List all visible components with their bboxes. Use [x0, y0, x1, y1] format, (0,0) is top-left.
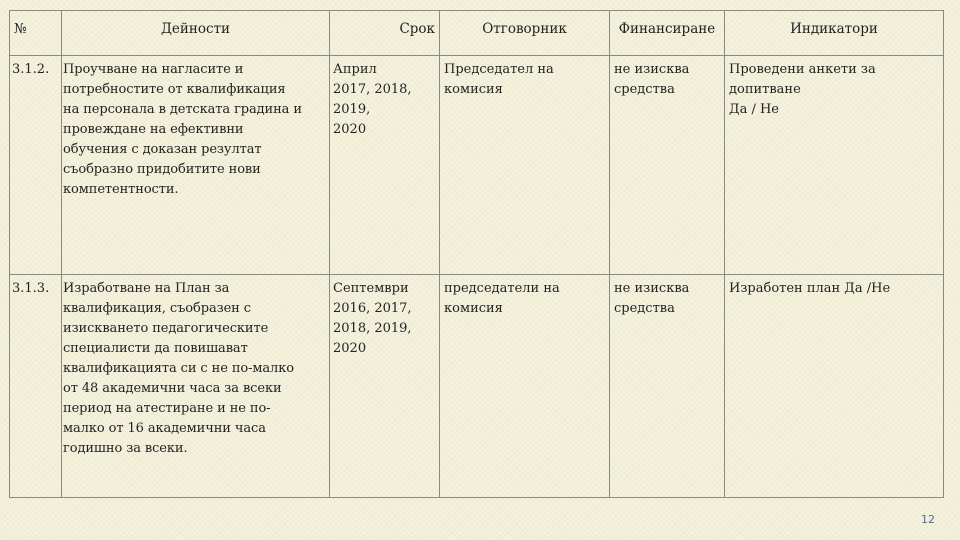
row-indicators: Проведени анкети за допитване Да / Не: [725, 56, 944, 275]
table-header-row: [10, 11, 944, 56]
table-row: [10, 275, 944, 498]
row-responsible: председатели на комисия: [440, 275, 610, 498]
header-deadline: Срок: [330, 11, 440, 56]
plan-table: [9, 10, 944, 498]
header-financing: Финансиране: [610, 11, 725, 56]
page-number: 12: [921, 513, 935, 526]
header-indicators: Индикатори: [725, 11, 944, 56]
row-number: 3.1.2.: [10, 56, 62, 275]
row-responsible: Председател на комисия: [440, 56, 610, 275]
row-deadline: Септември 2016, 2017, 2018, 2019, 2020: [330, 275, 440, 498]
row-indicators: Изработен план Да /Не: [725, 275, 944, 498]
row-activity: Проучване на нагласите и потребностите от квалификация на персонала в детската градина и провеждане на ефективни обучения с доказан резултат съобразно придобитите нови компетентности.: [62, 56, 330, 275]
row-number: 3.1.3.: [10, 275, 62, 498]
header-responsible: Отговорник: [440, 11, 610, 56]
row-financing: не изисква средства: [610, 56, 725, 275]
table-row: [10, 56, 944, 275]
row-activity: Изработване на План за квалификация, съобразен с изискването педагогическите специалисти да повишават квалификацията си с не по-малко от 48 академични часа за всеки период на атестиране и не по- малко от 16 академични часа годишно за всеки.: [62, 275, 330, 498]
header-number: №: [10, 11, 62, 56]
row-financing: не изисква средства: [610, 275, 725, 498]
header-activity: Дейности: [62, 11, 330, 56]
row-deadline: Април 2017, 2018, 2019, 2020: [330, 56, 440, 275]
